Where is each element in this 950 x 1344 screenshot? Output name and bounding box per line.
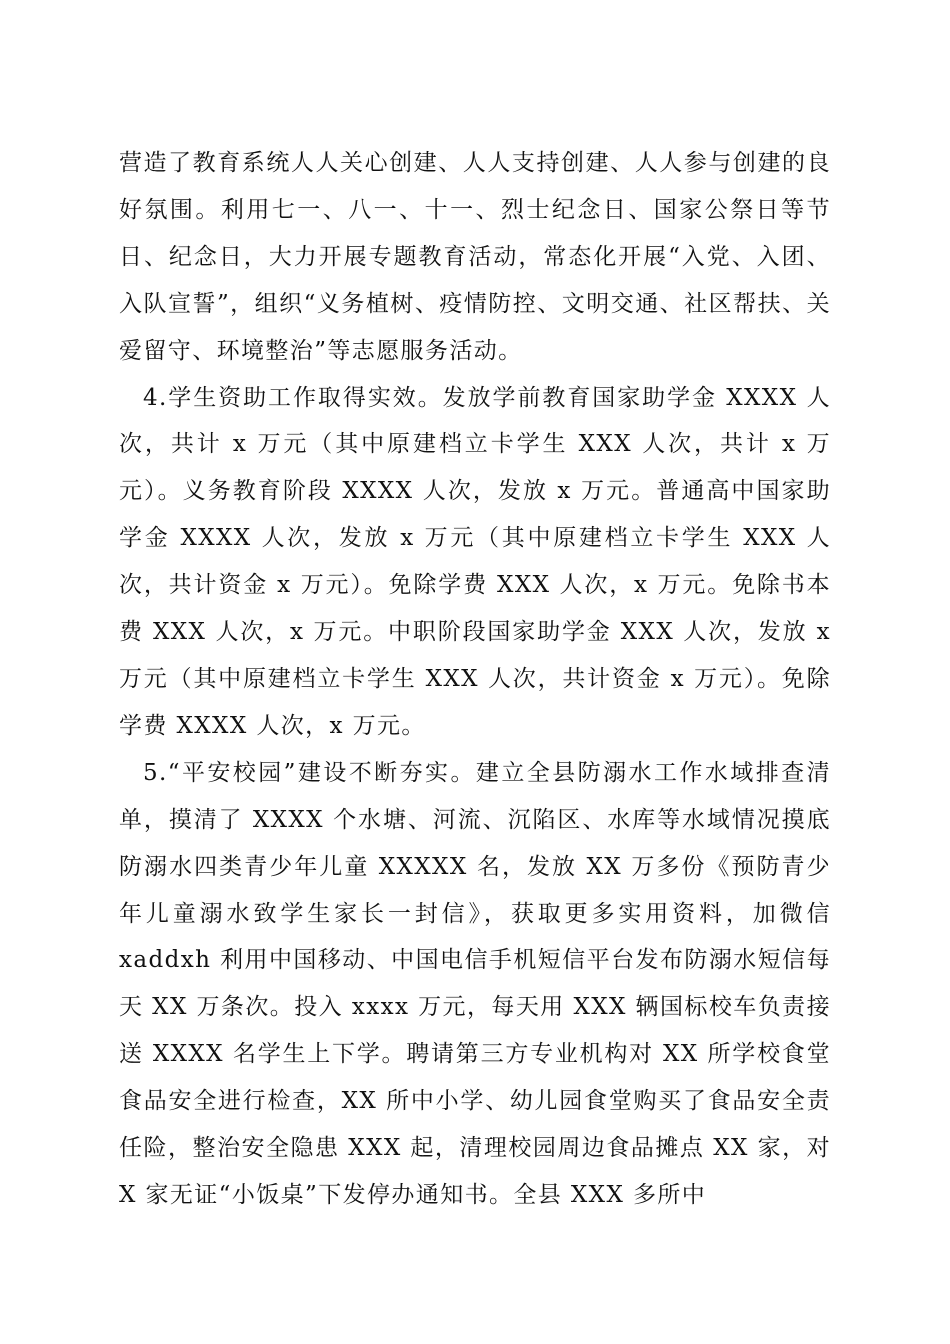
paragraph-safe-campus: 5.“平安校园”建设不断夯实。建立全县防溺水工作水域排查清单，摸清了 XXXX 个水塘、河流、沉陷区、水库等水域情况摸底防溺水四类青少年儿童 XXXXX 名，发放 XX 万多份《预防青少年儿童溺水致学生家长一封信》，获取更多实用资料，加微信 xaddxh 利用中国移动、中国电信手机短信平台发布防溺水短信每天 XX 万条次。投入 xxxx 万元，每天用 XXX 辆国标校车负责接送 XXXX 名学生上下学。聘请第三方专业机构对 XX 所学校食堂食品安全进行检查，XX 所中小学、幼儿园食堂购买了食品安全责任险，整治安全隐患 XXX 起，清理校园周边食品摊点 XX 家，对 X 家无证“小饭桌”下发停办通知书。全县 XXX 多所中 [119, 759, 831, 1208]
paragraph-student-activities: 营造了教育系统人人关心创建、人人支持创建、人人参与创建的良好氛围。利用七一、八一、十一、烈士纪念日、国家公祭日等节日、纪念日，大力开展专题教育活动，常态化开展“入党、入团、入队宣誓”，组织“义务植树、疫情防控、文明交通、社区帮扶、关爱留守、环境整治”等志愿服务活动。 [119, 150, 831, 364]
document-body [119, 140, 831, 1219]
paragraph-student-financial-aid: 4.学生资助工作取得实效。发放学前教育国家助学金 XXXX 人次，共计 x 万元（其中原建档立卡学生 XXX 人次，共计 x 万元）。义务教育阶段 XXXX 人次，发放 x 万元。普通高中国家助学金 XXXX 人次，发放 x 万元（其中原建档立卡学生 XXX 人次，共计资金 x 万元）。免除学费 XXX 人次，x 万元。免除书本费 XXX 人次，x 万元。中职阶段国家助学金 XXX 人次，发放 x 万元（其中原建档立卡学生 XXX 人次，共计资金 x 万元）。免除学费 XXXX 人次，x 万元。 [119, 384, 831, 739]
